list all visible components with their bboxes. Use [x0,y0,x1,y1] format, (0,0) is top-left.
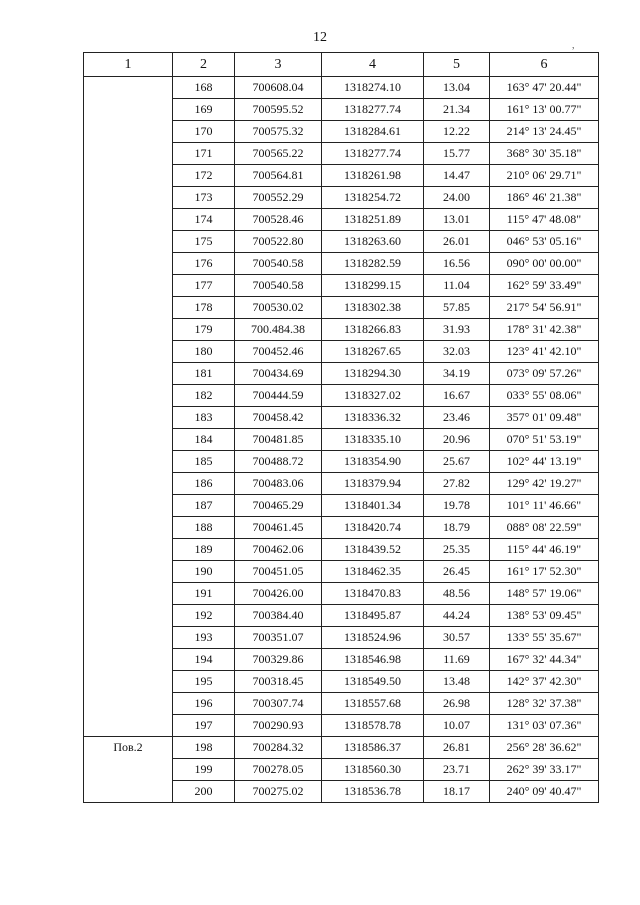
bearing-cell: 262° 39' 33.17" [490,759,599,781]
y-coordinate-cell: 1318327.02 [322,385,424,407]
table-row [84,231,599,253]
y-coordinate-cell: 1318254.72 [322,187,424,209]
length-cell: 31.93 [424,319,490,341]
y-coordinate-cell: 1318549.50 [322,671,424,693]
table-row [84,693,599,715]
y-coordinate-cell: 1318335.10 [322,429,424,451]
table-row [84,561,599,583]
length-cell: 19.78 [424,495,490,517]
y-coordinate-cell: 1318524.96 [322,627,424,649]
coordinates-table [83,52,599,803]
length-cell: 13.01 [424,209,490,231]
point-number-cell: 176 [173,253,235,275]
length-cell: 48.56 [424,583,490,605]
bearing-cell: 128° 32' 37.38" [490,693,599,715]
group-cell [84,275,173,297]
point-number-cell: 193 [173,627,235,649]
x-coordinate-cell: 700284.32 [235,737,322,759]
point-number-cell: 200 [173,781,235,803]
column-header: 2 [173,53,235,77]
group-cell [84,539,173,561]
x-coordinate-cell: 700575.32 [235,121,322,143]
point-number-cell: 192 [173,605,235,627]
column-header: 4 [322,53,424,77]
x-coordinate-cell: 700530.02 [235,297,322,319]
length-cell: 26.81 [424,737,490,759]
group-cell [84,253,173,275]
group-cell [84,627,173,649]
x-coordinate-cell: 700565.22 [235,143,322,165]
point-number-cell: 173 [173,187,235,209]
bearing-cell: 161° 13' 00.77" [490,99,599,121]
bearing-cell: 186° 46' 21.38" [490,187,599,209]
point-number-cell: 190 [173,561,235,583]
length-cell: 18.17 [424,781,490,803]
y-coordinate-cell: 1318277.74 [322,143,424,165]
table-row [84,121,599,143]
bearing-cell: 167° 32' 44.34" [490,649,599,671]
x-coordinate-cell: 700564.81 [235,165,322,187]
y-coordinate-cell: 1318274.10 [322,77,424,99]
point-number-cell: 179 [173,319,235,341]
length-cell: 13.04 [424,77,490,99]
bearing-cell: 131° 03' 07.36" [490,715,599,737]
table-row [84,429,599,451]
length-cell: 23.71 [424,759,490,781]
table-row [84,451,599,473]
x-coordinate-cell: 700528.46 [235,209,322,231]
point-number-cell: 169 [173,99,235,121]
x-coordinate-cell: 700462.06 [235,539,322,561]
table-row [84,407,599,429]
point-number-cell: 178 [173,297,235,319]
point-number-cell: 187 [173,495,235,517]
point-number-cell: 194 [173,649,235,671]
group-cell: Пов.2 [84,737,173,759]
x-coordinate-cell: 700290.93 [235,715,322,737]
table-row [84,781,599,803]
point-number-cell: 177 [173,275,235,297]
y-coordinate-cell: 1318267.65 [322,341,424,363]
point-number-cell: 184 [173,429,235,451]
length-cell: 16.67 [424,385,490,407]
column-header: 3 [235,53,322,77]
y-coordinate-cell: 1318299.15 [322,275,424,297]
y-coordinate-cell: 1318277.74 [322,99,424,121]
x-coordinate-cell: 700461.45 [235,517,322,539]
point-number-cell: 196 [173,693,235,715]
length-cell: 13.48 [424,671,490,693]
table-row [84,253,599,275]
bearing-cell: 046° 53' 05.16" [490,231,599,253]
x-coordinate-cell: 700444.59 [235,385,322,407]
length-cell: 24.00 [424,187,490,209]
x-coordinate-cell: 700458.42 [235,407,322,429]
table-row [84,517,599,539]
x-coordinate-cell: 700351.07 [235,627,322,649]
y-coordinate-cell: 1318379.94 [322,473,424,495]
point-number-cell: 170 [173,121,235,143]
group-cell [84,605,173,627]
group-cell [84,407,173,429]
length-cell: 18.79 [424,517,490,539]
group-cell [84,297,173,319]
x-coordinate-cell: 700483.06 [235,473,322,495]
x-coordinate-cell: 700488.72 [235,451,322,473]
y-coordinate-cell: 1318284.61 [322,121,424,143]
group-cell [84,473,173,495]
bearing-cell: 033° 55' 08.06" [490,385,599,407]
bearing-cell: 090° 00' 00.00" [490,253,599,275]
y-coordinate-cell: 1318439.52 [322,539,424,561]
y-coordinate-cell: 1318282.59 [322,253,424,275]
y-coordinate-cell: 1318546.98 [322,649,424,671]
bearing-cell: 210° 06' 29.71" [490,165,599,187]
point-number-cell: 189 [173,539,235,561]
bearing-cell: 256° 28' 36.62" [490,737,599,759]
table-row [84,605,599,627]
table-row [84,99,599,121]
length-cell: 26.01 [424,231,490,253]
page-number: 12 [313,30,327,45]
point-number-cell: 168 [173,77,235,99]
group-cell [84,363,173,385]
group-cell [84,187,173,209]
table-row [84,209,599,231]
table-row [84,583,599,605]
table-row [84,715,599,737]
point-number-cell: 191 [173,583,235,605]
bearing-cell: 102° 44' 13.19" [490,451,599,473]
y-coordinate-cell: 1318560.30 [322,759,424,781]
table-row [84,143,599,165]
group-cell [84,165,173,187]
x-coordinate-cell: 700540.58 [235,253,322,275]
column-header: 5 [424,53,490,77]
table-row [84,319,599,341]
group-cell [84,143,173,165]
x-coordinate-cell: 700318.45 [235,671,322,693]
x-coordinate-cell: 700307.74 [235,693,322,715]
point-number-cell: 180 [173,341,235,363]
table-row [84,77,599,99]
y-coordinate-cell: 1318336.32 [322,407,424,429]
table-row [84,363,599,385]
table-row [84,737,599,759]
y-coordinate-cell: 1318354.90 [322,451,424,473]
bearing-cell: 070° 51' 53.19" [490,429,599,451]
length-cell: 21.34 [424,99,490,121]
bearing-cell: 088° 08' 22.59" [490,517,599,539]
length-cell: 15.77 [424,143,490,165]
x-coordinate-cell: 700384.40 [235,605,322,627]
bearing-cell: 133° 55' 35.67" [490,627,599,649]
column-header: 1 [84,53,173,77]
point-number-cell: 198 [173,737,235,759]
bearing-cell: 240° 09' 40.47" [490,781,599,803]
bearing-cell: 368° 30' 35.18" [490,143,599,165]
group-cell [84,715,173,737]
group-cell [84,495,173,517]
column-header: 6 [490,53,599,77]
bearing-cell: 217° 54' 56.91" [490,297,599,319]
table-row [84,297,599,319]
length-cell: 11.04 [424,275,490,297]
group-cell [84,781,173,803]
length-cell: 25.35 [424,539,490,561]
bearing-cell: 178° 31' 42.38" [490,319,599,341]
table-body [84,77,599,803]
length-cell: 26.98 [424,693,490,715]
length-cell: 34.19 [424,363,490,385]
group-cell [84,583,173,605]
length-cell: 25.67 [424,451,490,473]
y-coordinate-cell: 1318263.60 [322,231,424,253]
point-number-cell: 172 [173,165,235,187]
y-coordinate-cell: 1318495.87 [322,605,424,627]
group-cell [84,759,173,781]
length-cell: 11.69 [424,649,490,671]
group-cell [84,231,173,253]
point-number-cell: 182 [173,385,235,407]
margin-mark: , [572,40,575,51]
length-cell: 32.03 [424,341,490,363]
length-cell: 12.22 [424,121,490,143]
group-cell [84,341,173,363]
y-coordinate-cell: 1318536.78 [322,781,424,803]
y-coordinate-cell: 1318302.38 [322,297,424,319]
group-cell [84,77,173,99]
group-cell [84,451,173,473]
bearing-cell: 115° 44' 46.19" [490,539,599,561]
bearing-cell: 163° 47' 20.44" [490,77,599,99]
table-row [84,341,599,363]
table-row [84,165,599,187]
bearing-cell: 357° 01' 09.48" [490,407,599,429]
bearing-cell: 214° 13' 24.45" [490,121,599,143]
group-cell [84,517,173,539]
y-coordinate-cell: 1318420.74 [322,517,424,539]
bearing-cell: 162° 59' 33.49" [490,275,599,297]
group-cell [84,209,173,231]
length-cell: 20.96 [424,429,490,451]
y-coordinate-cell: 1318462.35 [322,561,424,583]
group-cell [84,429,173,451]
table-row [84,495,599,517]
x-coordinate-cell: 700595.52 [235,99,322,121]
x-coordinate-cell: 700.484.38 [235,319,322,341]
group-cell [84,671,173,693]
point-number-cell: 183 [173,407,235,429]
x-coordinate-cell: 700278.05 [235,759,322,781]
group-cell [84,99,173,121]
length-cell: 30.57 [424,627,490,649]
length-cell: 26.45 [424,561,490,583]
length-cell: 57.85 [424,297,490,319]
point-number-cell: 197 [173,715,235,737]
table-row [84,275,599,297]
x-coordinate-cell: 700608.04 [235,77,322,99]
y-coordinate-cell: 1318261.98 [322,165,424,187]
point-number-cell: 181 [173,363,235,385]
x-coordinate-cell: 700329.86 [235,649,322,671]
length-cell: 27.82 [424,473,490,495]
bearing-cell: 115° 47' 48.08" [490,209,599,231]
table-header-row [84,53,599,77]
point-number-cell: 186 [173,473,235,495]
table-row [84,649,599,671]
group-cell [84,561,173,583]
point-number-cell: 195 [173,671,235,693]
table-row [84,759,599,781]
x-coordinate-cell: 700451.05 [235,561,322,583]
group-cell [84,649,173,671]
y-coordinate-cell: 1318586.37 [322,737,424,759]
point-number-cell: 171 [173,143,235,165]
length-cell: 23.46 [424,407,490,429]
x-coordinate-cell: 700465.29 [235,495,322,517]
table-row [84,539,599,561]
x-coordinate-cell: 700275.02 [235,781,322,803]
table-row [84,473,599,495]
group-cell [84,693,173,715]
table-row [84,385,599,407]
bearing-cell: 142° 37' 42.30" [490,671,599,693]
x-coordinate-cell: 700552.29 [235,187,322,209]
x-coordinate-cell: 700434.69 [235,363,322,385]
bearing-cell: 161° 17' 52.30" [490,561,599,583]
bearing-cell: 073° 09' 57.26" [490,363,599,385]
table-row [84,187,599,209]
point-number-cell: 175 [173,231,235,253]
bearing-cell: 129° 42' 19.27" [490,473,599,495]
table-row [84,627,599,649]
y-coordinate-cell: 1318470.83 [322,583,424,605]
group-cell [84,121,173,143]
y-coordinate-cell: 1318251.89 [322,209,424,231]
bearing-cell: 101° 11' 46.66" [490,495,599,517]
point-number-cell: 174 [173,209,235,231]
y-coordinate-cell: 1318294.30 [322,363,424,385]
bearing-cell: 148° 57' 19.06" [490,583,599,605]
length-cell: 10.07 [424,715,490,737]
y-coordinate-cell: 1318557.68 [322,693,424,715]
x-coordinate-cell: 700426.00 [235,583,322,605]
group-cell [84,319,173,341]
length-cell: 16.56 [424,253,490,275]
x-coordinate-cell: 700481.85 [235,429,322,451]
group-cell [84,385,173,407]
bearing-cell: 138° 53' 09.45" [490,605,599,627]
point-number-cell: 185 [173,451,235,473]
length-cell: 44.24 [424,605,490,627]
length-cell: 14.47 [424,165,490,187]
x-coordinate-cell: 700522.80 [235,231,322,253]
table-row [84,671,599,693]
y-coordinate-cell: 1318266.83 [322,319,424,341]
point-number-cell: 188 [173,517,235,539]
y-coordinate-cell: 1318401.34 [322,495,424,517]
bearing-cell: 123° 41' 42.10" [490,341,599,363]
point-number-cell: 199 [173,759,235,781]
y-coordinate-cell: 1318578.78 [322,715,424,737]
x-coordinate-cell: 700452.46 [235,341,322,363]
x-coordinate-cell: 700540.58 [235,275,322,297]
